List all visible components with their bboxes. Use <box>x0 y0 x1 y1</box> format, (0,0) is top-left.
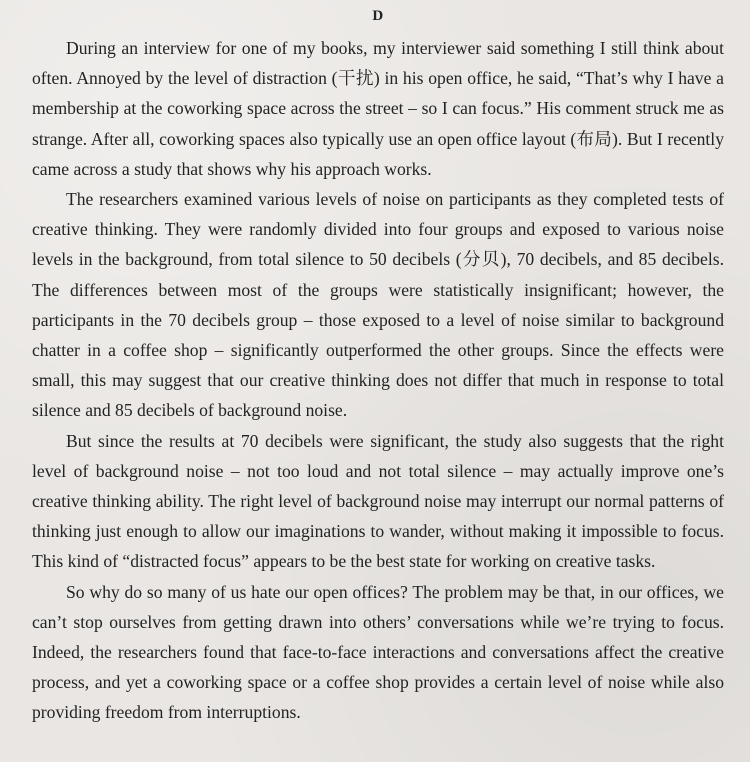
paragraph-3: But since the results at 70 decibels were significant, the study also suggests that the right level of background noise – not too loud and not total silence – may actually improve one’s creative thinking ability. The right level of background noise may interrupt our normal patterns of thinking just enough to allow our imaginations to wander, without making it impossible to focus. This kind of “distracted focus” appears to be the best state for working on creative tasks. <box>32 430 724 572</box>
paragraph-4: So why do so many of us hate our open offices? The problem may be that, in our offices, we can’t stop ourselves from getting drawn into others’ conversations while we’re trying to focus. Indeed, the researchers found that face-to-face interactions and conversations affect the creative process, and yet a coworking space or a coffee shop provides a certain level of noise while also providing freedom from interruptions. <box>32 581 724 723</box>
paragraph-2: The researchers examined various levels of noise on participants as they completed tests of creative thinking. They were randomly divided into four groups and exposed to various noise levels in the background, from total silence to 50 decibels (分贝), 70 decibels, and 85 decibels. The differences between most of the groups were statistically insignificant; however, the participants in the 70 decibels group – those exposed to a level of noise similar to background chatter in a coffee shop – significantly outperformed the other groups. Since the effects were small, this may suggest that our creative thinking does not differ that much in response to total silence and 85 decibels of background noise. <box>32 189 724 421</box>
paragraph-1: During an interview for one of my books, my interviewer said something I still think about often. Annoyed by the level of distraction (干扰) in his open office, he said, “That’s why I have a membership at the coworking space across the street – so I can focus.” His comment struck me as strange. After all, coworking spaces also typically use an open office layout (布局). But I recently came across a study that shows why his approach works. <box>32 38 724 179</box>
section-label: D <box>372 8 384 24</box>
